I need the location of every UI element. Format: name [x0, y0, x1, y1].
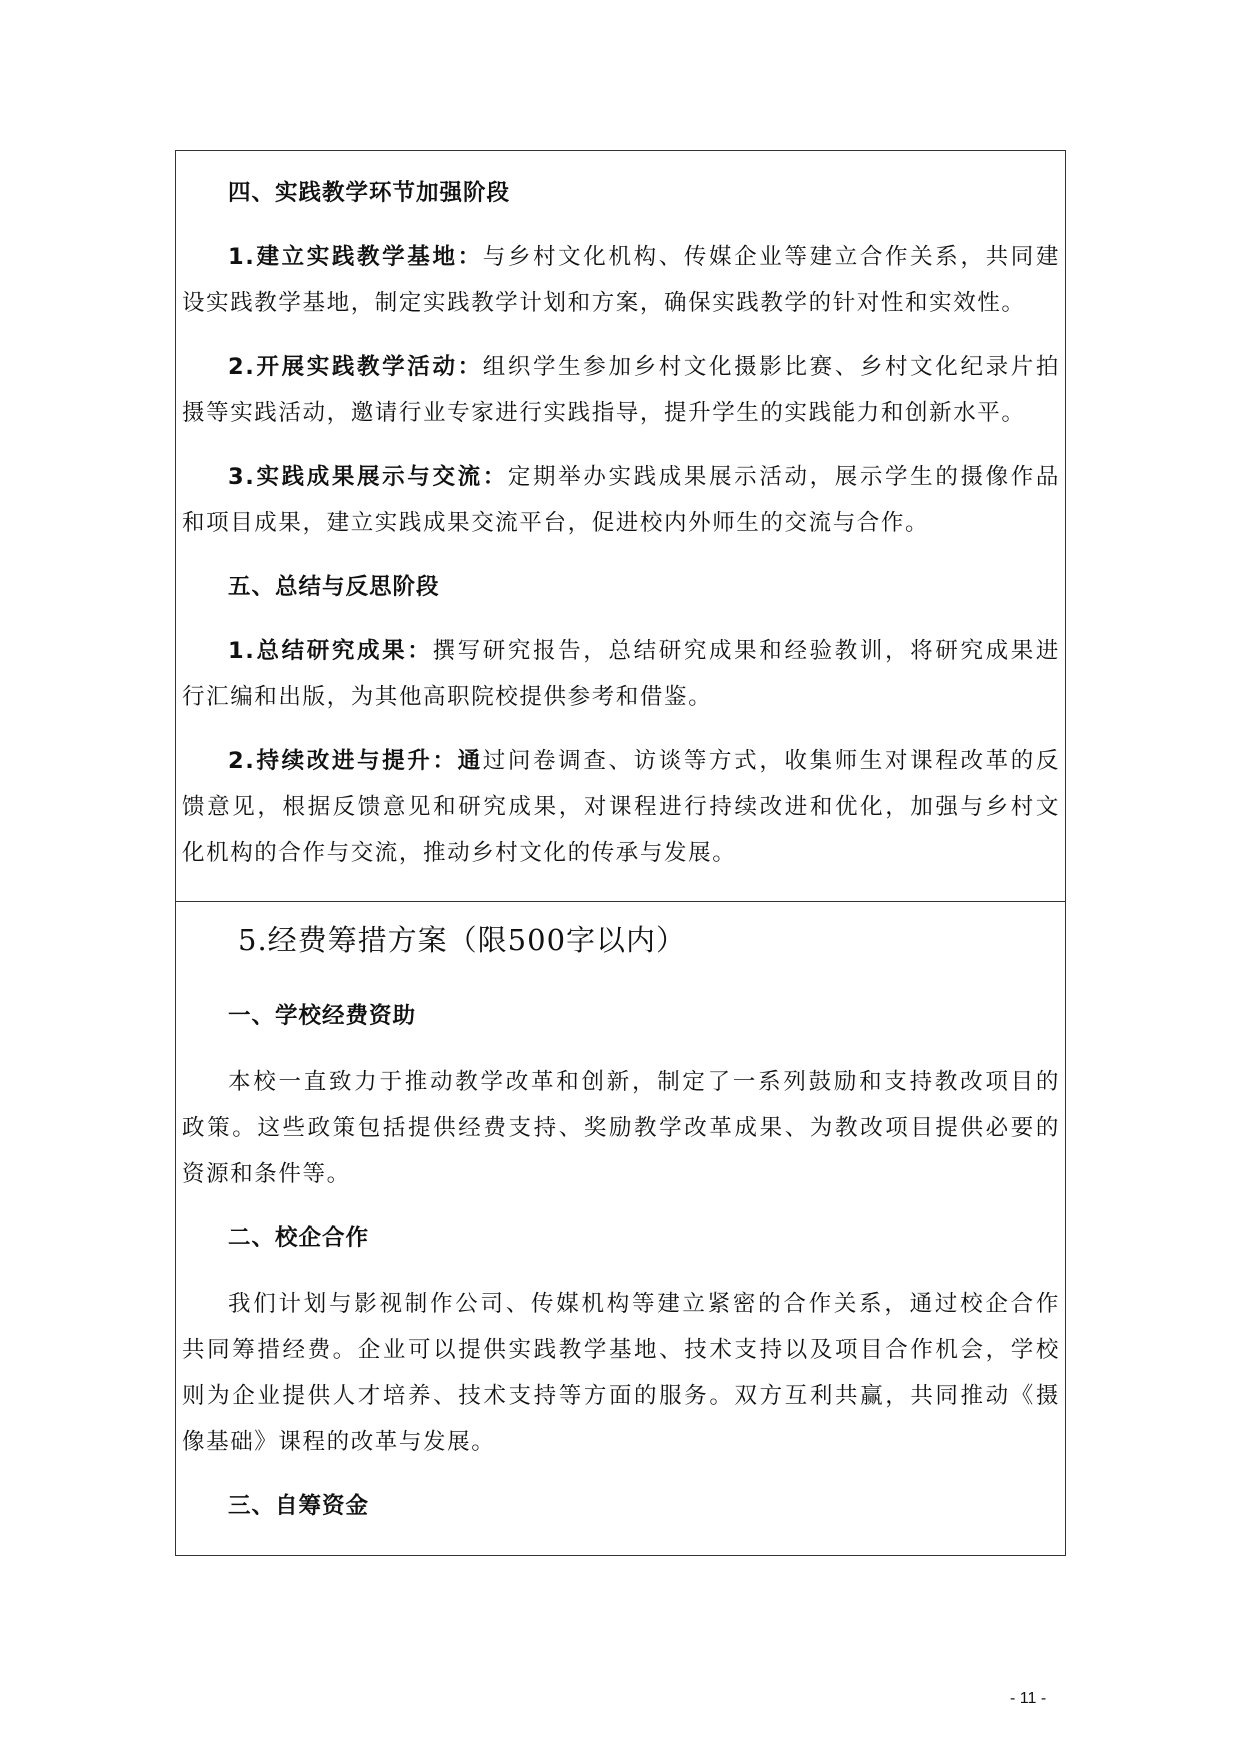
implementation-cell [176, 151, 1065, 901]
paragraph-line [228, 745, 1060, 777]
paragraph-line: 馈意见，根据反馈意见和研究成果，对课程进行持续改进和优化，加强与乡村文 [182, 794, 1060, 820]
item-text: 与乡村文化机构、传媒企业等建立合作关系，共同建 [482, 244, 1060, 270]
item-text: 定期举办实践成果展示活动，展示学生的摄像作品 [507, 464, 1061, 490]
funding-heading-3: 三、自筹资金 [228, 1493, 370, 1519]
paragraph-line: 政策。这些政策包括提供经费支持、奖励教学改革成果、为教改项目提供必要的 [182, 1115, 1060, 1141]
section-heading-5: 五、总结与反思阶段 [228, 574, 440, 600]
funding-heading-1: 一、学校经费资助 [228, 1003, 417, 1029]
paragraph-line: 摄等实践活动，邀请行业专家进行实践指导，提升学生的实践能力和创新水平。 [182, 400, 1026, 426]
paragraph-line: 则为企业提供人才培养、技术支持等方面的服务。双方互利共赢，共同推动《摄 [182, 1383, 1060, 1409]
page-number: - 11 - [1010, 1690, 1047, 1707]
item-label: 3.实践成果展示与交流： [228, 464, 508, 490]
section-heading-4: 四、实践教学环节加强阶段 [228, 180, 511, 206]
paragraph-line: 本校一直致力于推动教学改革和创新，制定了一系列鼓励和支持教改项目的 [228, 1069, 1060, 1095]
paragraph-line: 行汇编和出版，为其他高职院校提供参考和借鉴。 [182, 684, 713, 710]
item-label: 2.开展实践教学活动： [228, 354, 483, 380]
paragraph-line [228, 351, 1060, 383]
item-text: 撰写研究报告，总结研究成果和经验教训，将研究成果进 [432, 638, 1060, 664]
form-table [175, 150, 1066, 1556]
paragraph-line: 共同筹措经费。企业可以提供实践教学基地、技术支持以及项目合作机会，学校 [182, 1337, 1060, 1363]
item-text: 过问卷调查、访谈等方式，收集师生对课程改革的反 [482, 748, 1060, 774]
paragraph-line: 资源和条件等。 [182, 1161, 351, 1187]
item-label: 1.总结研究成果： [228, 638, 433, 664]
item-text: 组织学生参加乡村文化摄影比赛、乡村文化纪录片拍 [482, 354, 1060, 380]
funding-heading-2: 二、校企合作 [228, 1225, 370, 1251]
paragraph-line: 我们计划与影视制作公司、传媒机构等建立紧密的合作关系，通过校企合作 [228, 1291, 1060, 1317]
funding-cell [176, 901, 1065, 1556]
item-label: 1.建立实践教学基地： [228, 244, 483, 270]
paragraph-line: 像基础》课程的改革与发展。 [182, 1429, 496, 1455]
paragraph-line [228, 241, 1060, 273]
paragraph-line: 化机构的合作与交流，推动乡村文化的传承与发展。 [182, 840, 737, 866]
paragraph-line [228, 461, 1060, 493]
item-label: 2.持续改进与提升： [228, 748, 458, 774]
item-label-tail: 通 [457, 748, 483, 774]
funding-title: 5.经费筹措方案（限500字以内） [238, 923, 687, 957]
paragraph-line [228, 635, 1060, 667]
paragraph-line: 设实践教学基地，制定实践教学计划和方案，确保实践教学的针对性和实效性。 [182, 290, 1026, 316]
paragraph-line: 和项目成果，建立实践成果交流平台，促进校内外师生的交流与合作。 [182, 510, 930, 536]
